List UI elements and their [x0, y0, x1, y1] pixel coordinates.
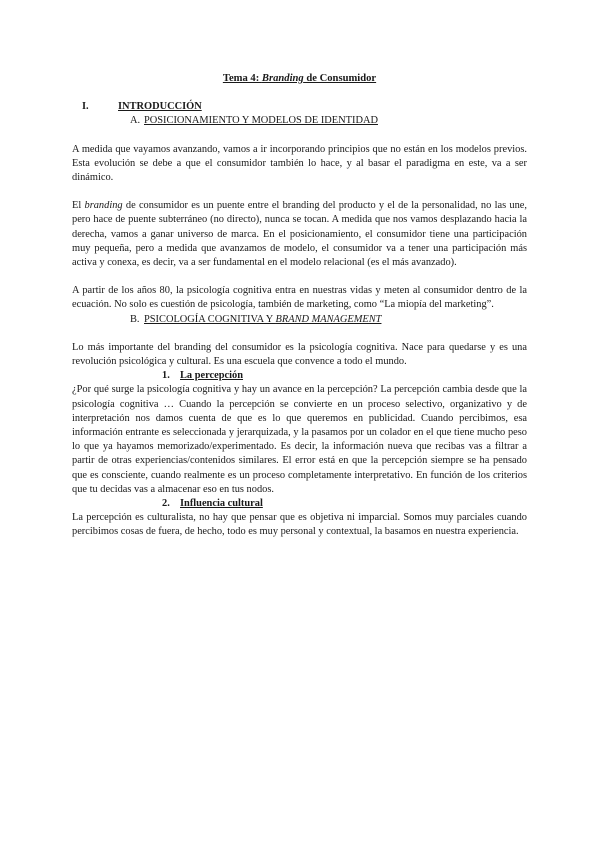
- paragraph-evolucion: A medida que vayamos avanzando, vamos a ir incorporando principios que no están en los modelos previos. Esta evolución se debe a que el consumidor también lo hace, y al basar el paradigma en este, va a ser dinámico.: [72, 143, 527, 184]
- paragraph-percepcion: ¿Por qué surge la psicología cognitiva y hay un avance en la percepción? La percepción cambia desde que la psicología cognitiva … Cuando la percepción se convierte en un proceso selectivo, organizativo y de interpretación nos damos cuenta de que es lo que queremos en publicidad. Cuando percibimos, esa información entrante es seleccionada y jerarquizada, y la pasamos por un colador en el que tiene mucho peso lo que ya hayamos memorizado/experimentado. Es decir, la información nueva que recibas vas a filtrar a partir de otras experiencias/contenidos similares. El error está en que la percepción siempre se ha pensado que es consciente, cuando realmente es un proceso completamente interpretativo. En función de los criterios que tu decidas vas a almacenar eso en tus nodos.: [72, 384, 527, 495]
- subheading-title: La percepción: [180, 370, 244, 382]
- section-title: INTRODUCCIÓN: [118, 101, 202, 113]
- subheading-number: 1.: [162, 370, 170, 382]
- subheading-percepcion: [72, 369, 527, 383]
- subsection-title: POSICIONAMIENTO Y MODELOS DE IDENTIDAD: [144, 115, 378, 127]
- subsection-number: B.: [130, 313, 140, 325]
- subheading-influencia-cultural: [72, 497, 527, 511]
- document-title: Tema 4: Branding de Consumidor: [222, 73, 377, 84]
- paragraph-anos-80: A partir de los años 80, la psicología cognitiva entra en nuestras vidas y meten al consumidor dentro de la ecuación. No solo es cuestión de psicología, también de marketing, como “La miopía del marketing”.: [72, 285, 527, 311]
- subsection-title: PSICOLOGÍA COGNITIVA Y BRAND MANAGEMENT: [144, 313, 382, 325]
- subheading-title: Influencia cultural: [180, 498, 263, 510]
- paragraph-branding-consumidor: El branding de consumidor es un puente entre el branding del producto y el de la personalidad, no las une, pero hace de puente subterráneo (no directo), nunca se tocan. A medida que nos vamos desplazando hacia la derecha, vamos a ganar universo de marca. En el posicionamiento, el consumidor tiene una participación muy pequeña, pero a medida que avanzamos de modelo, el consumidor va a tener una participación más activa y conexa, es decir, va a ser fundamental en el modelo relacional (es el más avanzado).: [72, 200, 527, 269]
- subsection-heading-posicionamiento: [72, 114, 527, 128]
- section-heading-introduccion: [72, 100, 527, 114]
- subsection-number: A.: [130, 115, 141, 127]
- subsection-heading-psicologia: [72, 313, 527, 327]
- subheading-number: 2.: [162, 498, 170, 510]
- document-page: [72, 72, 527, 540]
- section-number: I.: [82, 101, 89, 113]
- paragraph-influencia-cultural: La percepción es culturalista, no hay que pensar que es objetiva ni imparcial. Somos muy parciales cuando percibimos cosas de fuera, de hecho, todo es muy personal y contextual, la basamos en nuestra experiencia.: [72, 512, 527, 538]
- paragraph-psicologia-cognitiva: Lo más importante del branding del consumidor es la psicología cognitiva. Nace para quedarse y es una revolución psicológica y cultural. Es una escuela que convence a todo el mundo.: [72, 341, 527, 368]
